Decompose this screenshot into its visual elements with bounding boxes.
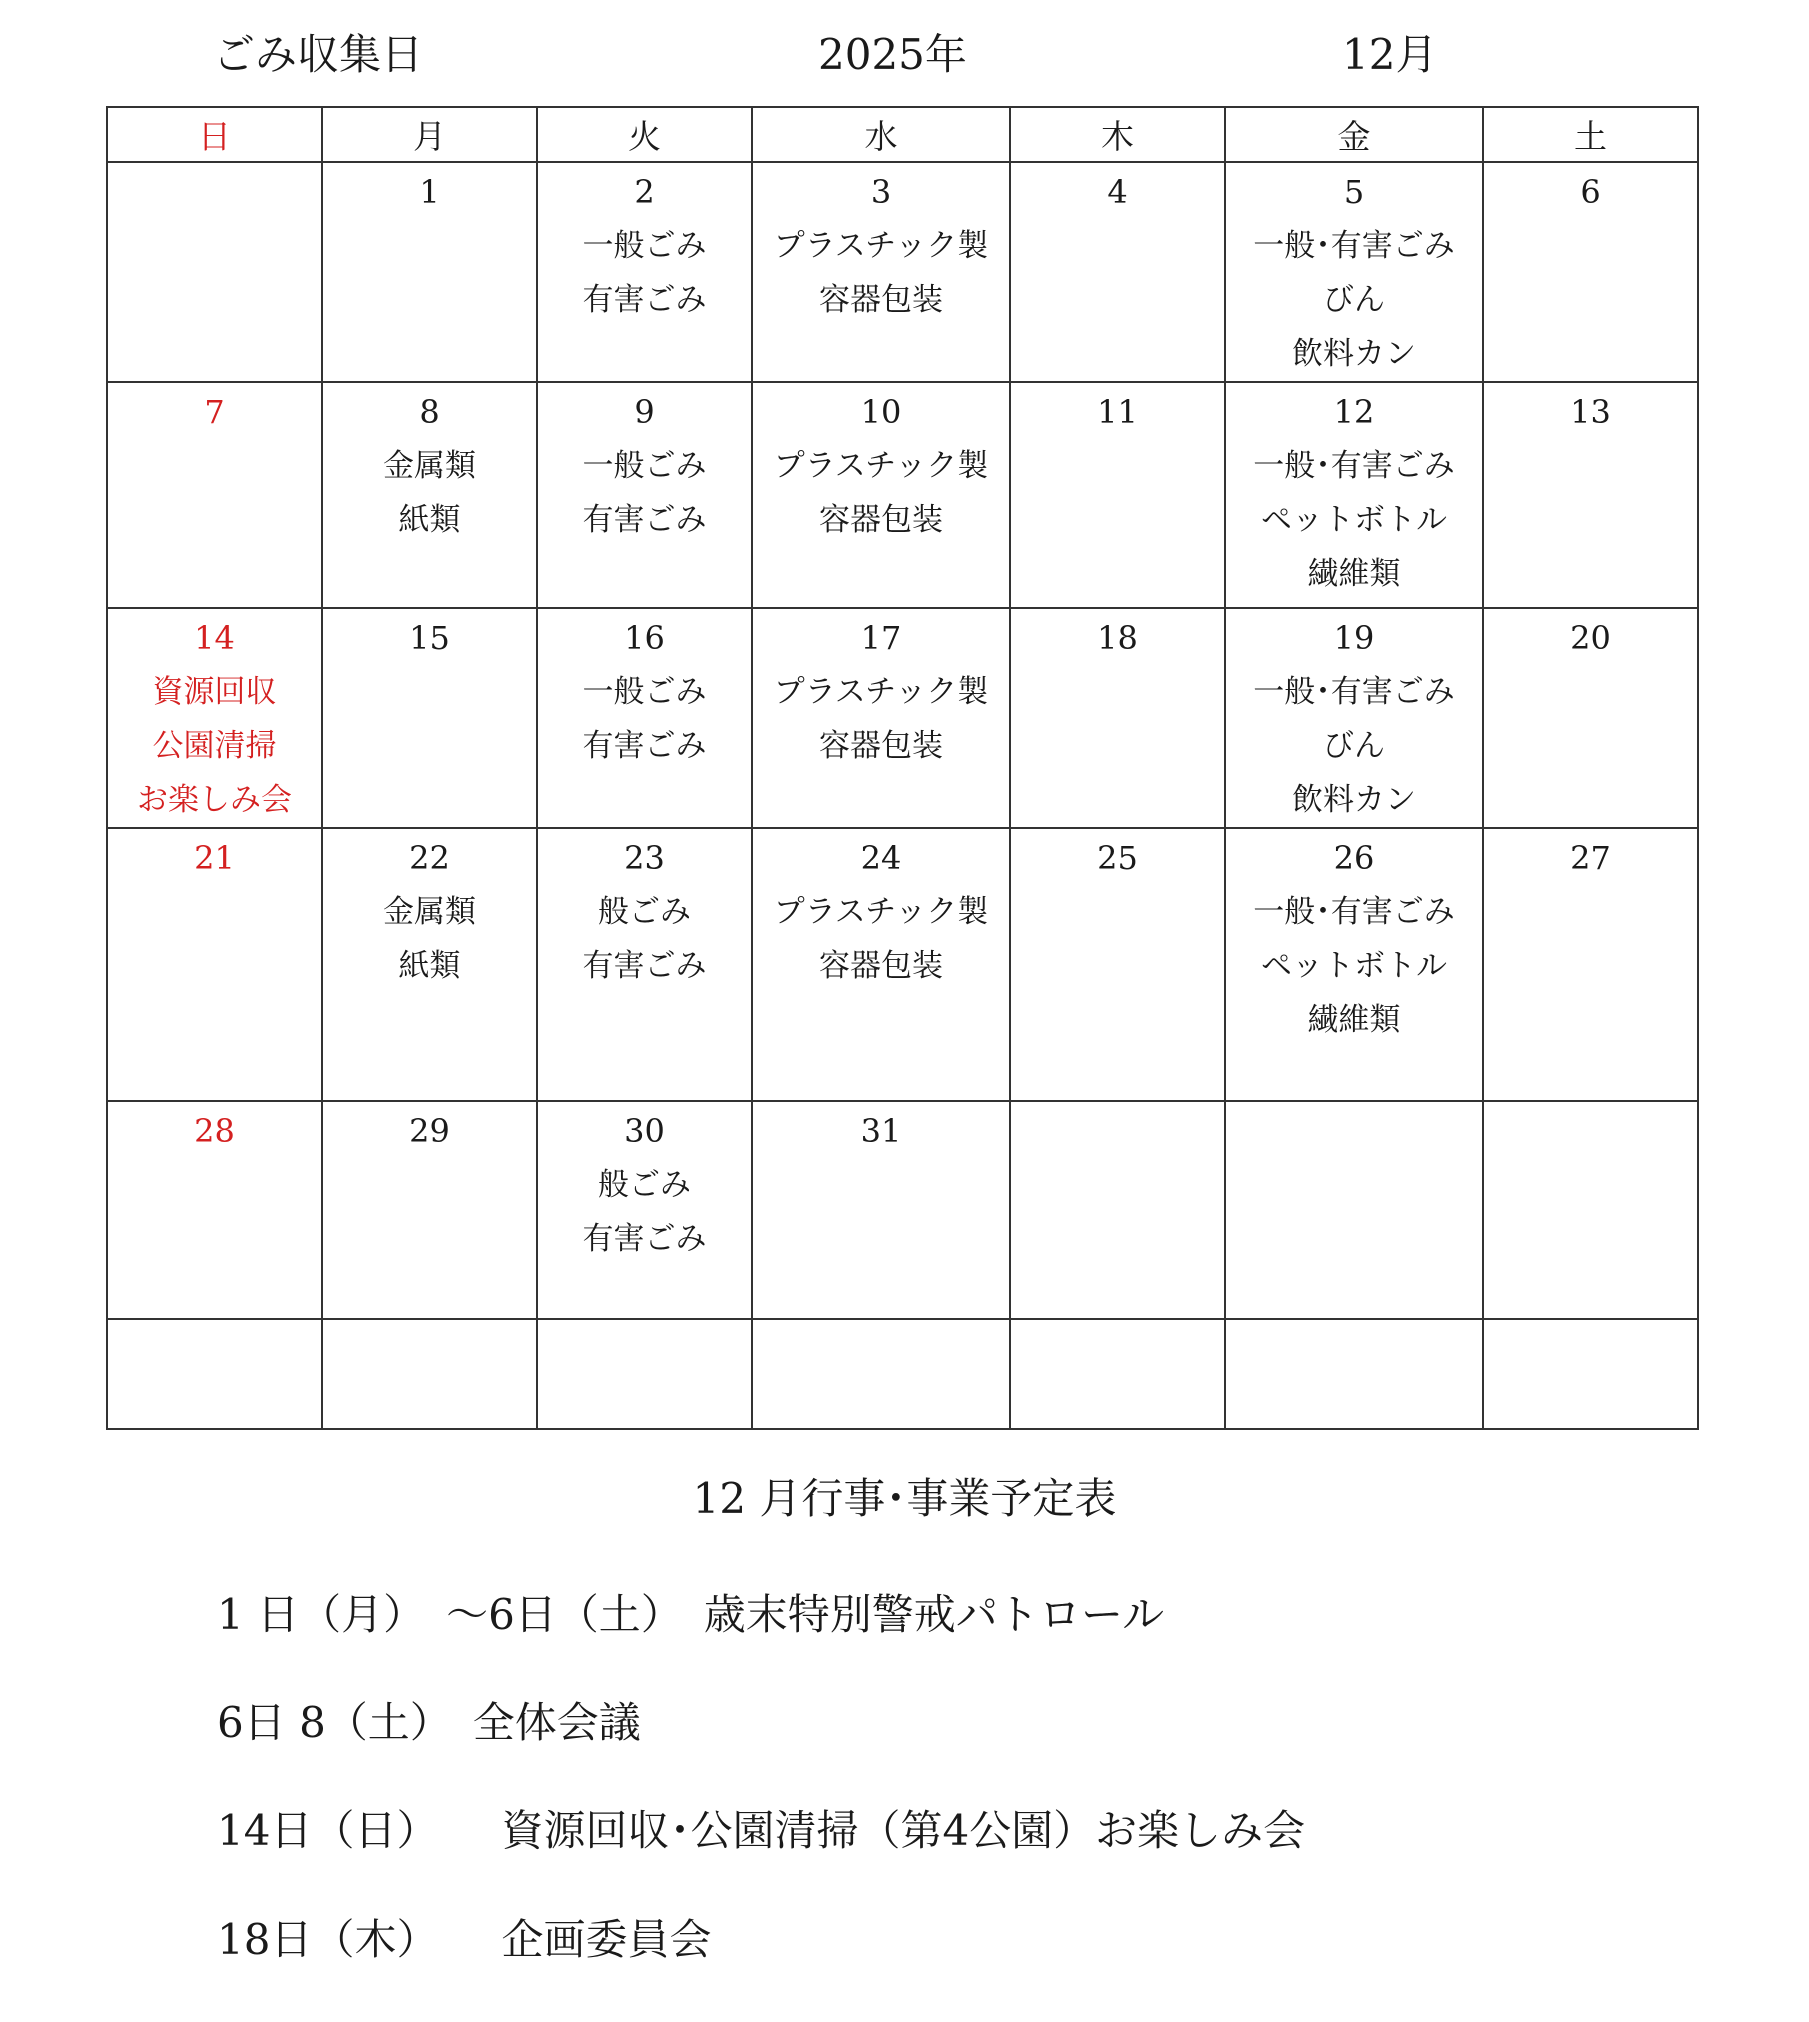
collection-item: お楽しみ会	[137, 782, 292, 818]
day-number: 10	[860, 393, 902, 431]
calendar-day-cell	[537, 1319, 752, 1429]
calendar-day-cell	[322, 1319, 537, 1429]
collection-item: 金属類	[383, 894, 476, 930]
weekday-sun: 日	[107, 107, 322, 162]
calendar-day-cell	[752, 608, 1010, 828]
calendar-day-cell	[537, 162, 752, 382]
collection-item: 有害ごみ	[582, 282, 707, 318]
calendar-day-cell	[322, 608, 537, 828]
calendar-day-cell	[1225, 608, 1483, 828]
day-number: 2	[634, 173, 655, 211]
calendar-day-cell	[107, 162, 322, 382]
collection-item: 般ごみ	[598, 1167, 691, 1203]
weekday-tue: 火	[537, 107, 752, 162]
day-number: 5	[1343, 173, 1365, 211]
day-number: 11	[1097, 393, 1138, 431]
calendar-week-row	[107, 382, 1698, 608]
collection-item: 有害ごみ	[582, 502, 707, 538]
calendar-day-cell	[752, 382, 1010, 608]
collection-item: 資源回収	[152, 674, 277, 710]
calendar-day-cell	[1010, 828, 1225, 1101]
schedule-event: 6日 8（土） 全体会議	[217, 1698, 641, 1747]
day-number: 12	[1333, 393, 1375, 431]
calendar-month: 12月	[1342, 30, 1438, 79]
collection-item: 容器包装	[819, 948, 943, 984]
weekday-header-row	[107, 107, 1698, 162]
collection-item: 有害ごみ	[582, 728, 707, 764]
collection-item: 一般･有害ごみ	[1253, 894, 1455, 930]
day-number: 22	[409, 839, 450, 877]
schedule-event: 14日（日） 資源回収･公園清掃（第4公園）お楽しみ会	[217, 1806, 1306, 1855]
day-number: 13	[1570, 393, 1611, 431]
calendar-table	[106, 106, 1699, 1430]
collection-item: プラスチック製	[773, 448, 989, 484]
collection-item: 飲料カン	[1292, 336, 1416, 372]
calendar-day-cell	[1225, 1319, 1483, 1429]
weekday-fri: 金	[1225, 107, 1483, 162]
calendar-day-cell	[1010, 162, 1225, 382]
day-number: 3	[870, 173, 892, 211]
calendar-week-row	[107, 828, 1698, 1101]
collection-item: 紙類	[398, 502, 461, 538]
day-number: 28	[194, 1112, 235, 1150]
collection-item: ペットボトル	[1261, 502, 1447, 538]
schedule-event: 1 日（月） ～6日（土） 歳末特別警戒パトロール	[217, 1590, 1165, 1639]
calendar-day-cell	[1225, 828, 1483, 1101]
collection-item: 容器包装	[819, 728, 943, 764]
collection-item: 一般･有害ごみ	[1253, 228, 1455, 264]
day-number: 7	[204, 393, 225, 431]
day-number: 25	[1097, 839, 1138, 877]
day-number: 19	[1333, 619, 1375, 657]
calendar-day-cell	[1483, 1101, 1698, 1319]
calendar-day-cell	[107, 828, 322, 1101]
schedule-title: 12 月行事･事業予定表	[692, 1474, 1117, 1523]
calendar-day-cell	[107, 1319, 322, 1429]
calendar-day-cell	[1010, 608, 1225, 828]
day-number: 16	[624, 619, 665, 657]
calendar-day-cell	[1010, 1101, 1225, 1319]
calendar-day-cell	[322, 382, 537, 608]
day-number: 17	[860, 619, 902, 657]
collection-item: ペットボトル	[1261, 948, 1447, 984]
calendar-day-cell	[322, 1101, 537, 1319]
calendar-day-cell	[1483, 828, 1698, 1101]
collection-item: びん	[1323, 282, 1385, 318]
calendar-year: 2025年	[818, 30, 967, 79]
collection-item: プラスチック製	[773, 894, 989, 930]
day-number: 24	[860, 839, 902, 877]
day-number: 30	[624, 1112, 665, 1150]
calendar-day-cell	[752, 828, 1010, 1101]
day-number: 8	[419, 393, 440, 431]
calendar-title: ごみ収集日	[213, 30, 424, 79]
day-number: 23	[624, 839, 665, 877]
calendar-day-cell	[1483, 608, 1698, 828]
day-number: 4	[1107, 173, 1128, 211]
day-number: 29	[409, 1112, 450, 1150]
calendar-day-cell	[752, 1101, 1010, 1319]
weekday-wed: 水	[752, 107, 1010, 162]
calendar-day-cell	[1010, 382, 1225, 608]
collection-item: 般ごみ	[598, 894, 691, 930]
collection-item: 一般･有害ごみ	[1253, 674, 1455, 710]
collection-item: 有害ごみ	[582, 948, 707, 984]
calendar-day-cell	[107, 1101, 322, 1319]
day-number: 20	[1570, 619, 1611, 657]
calendar-day-cell	[107, 608, 322, 828]
day-number: 9	[634, 393, 655, 431]
collection-item: 飲料カン	[1292, 782, 1416, 818]
calendar-day-cell	[322, 828, 537, 1101]
calendar-day-cell	[1010, 1319, 1225, 1429]
calendar-day-cell	[752, 1319, 1010, 1429]
weekday-thu: 木	[1010, 107, 1225, 162]
calendar-week-row	[107, 162, 1698, 382]
day-number: 21	[194, 839, 235, 877]
collection-item: 有害ごみ	[582, 1221, 707, 1257]
day-number: 27	[1570, 839, 1611, 877]
calendar-week-row	[107, 1101, 1698, 1319]
calendar-day-cell	[752, 162, 1010, 382]
calendar-day-cell	[1483, 162, 1698, 382]
collection-item: 紙類	[398, 948, 461, 984]
collection-item: 一般ごみ	[582, 448, 707, 484]
calendar-day-cell	[107, 382, 322, 608]
schedule-event: 18日（木） 企画委員会	[217, 1915, 712, 1964]
collection-item: 金属類	[383, 448, 476, 484]
day-number: 15	[409, 619, 450, 657]
calendar-week-row	[107, 608, 1698, 828]
collection-item: 一般･有害ごみ	[1253, 448, 1455, 484]
collection-item: 容器包装	[819, 502, 943, 538]
calendar-day-cell	[1483, 1319, 1698, 1429]
collection-item: 一般ごみ	[582, 674, 707, 710]
calendar-day-cell	[322, 162, 537, 382]
collection-item: プラスチック製	[773, 674, 989, 710]
calendar-week-row	[107, 1319, 1698, 1429]
collection-item: 公園清掃	[152, 728, 277, 764]
day-number: 18	[1097, 619, 1138, 657]
collection-item: 容器包装	[819, 282, 943, 318]
calendar-day-cell	[1483, 382, 1698, 608]
calendar-day-cell	[537, 382, 752, 608]
day-number: 14	[194, 619, 235, 657]
collection-item: 一般ごみ	[582, 228, 707, 264]
day-number: 31	[860, 1112, 902, 1150]
day-number: 6	[1580, 173, 1601, 211]
calendar-day-cell	[537, 608, 752, 828]
collection-item: 繊維類	[1307, 1002, 1401, 1038]
day-number: 26	[1333, 839, 1375, 877]
calendar-day-cell	[537, 828, 752, 1101]
day-number: 1	[419, 173, 440, 211]
collection-item: びん	[1323, 728, 1385, 764]
calendar-day-cell	[537, 1101, 752, 1319]
weekday-sat: 土	[1483, 107, 1698, 162]
calendar-day-cell	[1225, 382, 1483, 608]
calendar-day-cell	[1225, 1101, 1483, 1319]
collection-item: プラスチック製	[773, 228, 989, 264]
collection-item: 繊維類	[1307, 556, 1401, 592]
weekday-mon: 月	[322, 107, 537, 162]
calendar-day-cell	[1225, 162, 1483, 382]
